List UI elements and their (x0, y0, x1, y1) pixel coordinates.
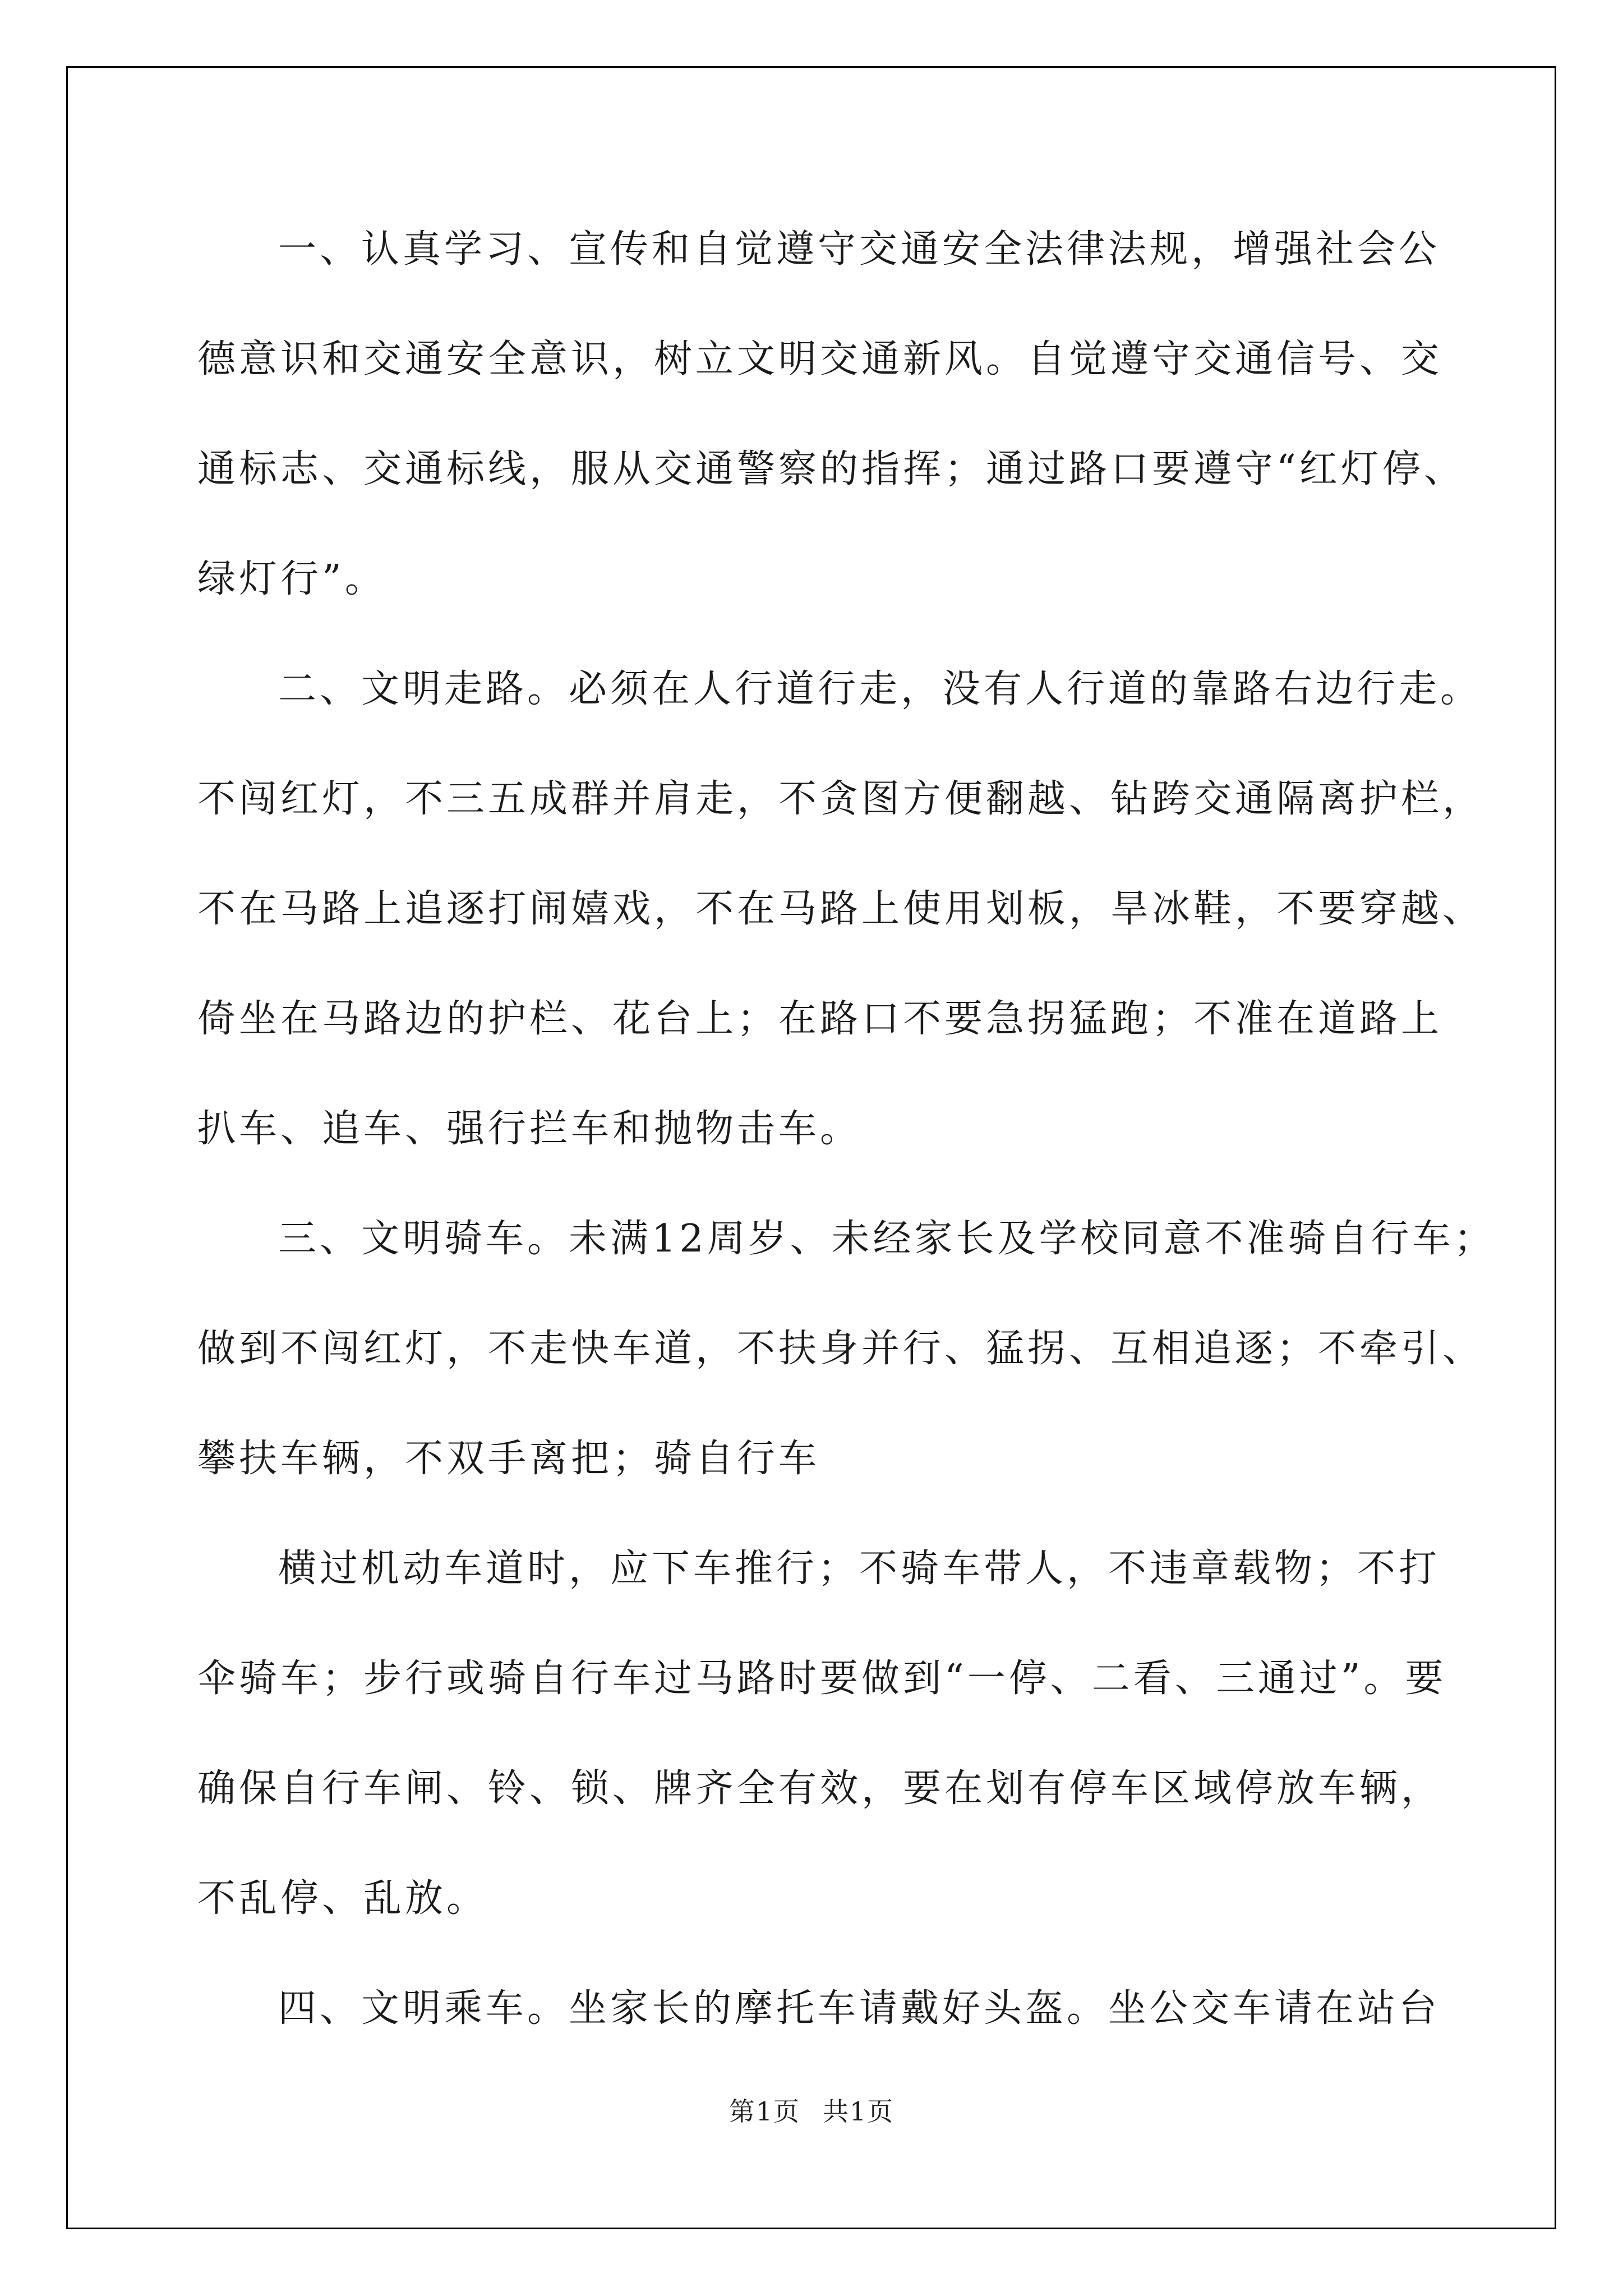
text-line: 三、文明骑车。未满12周岁、未经家长及学校同意不准骑自行车； (278, 1217, 1496, 1261)
text-line: 不闯红灯，不三五成群并肩走，不贪图方便翻越、钻跨交通隔离护栏， (197, 777, 1484, 821)
text-line: 攀扶车辆，不双手离把；骑自行车 (197, 1437, 820, 1481)
text-line: 倚坐在马路边的护栏、花台上；在路口不要急拐猛跑；不准在道路上 (197, 997, 1443, 1041)
text-line: 扒车、追车、强行拦车和抛物击车。 (197, 1107, 862, 1151)
page-total: 共1页 (823, 2096, 895, 2127)
text-line: 伞骑车；步行或骑自行车过马路时要做到“一停、二看、三通过”。要 (197, 1657, 1447, 1701)
text-line: 不在马路上追逐打闹嬉戏，不在马路上使用划板，旱冰鞋，不要穿越、 (197, 887, 1484, 931)
text-line: 二、文明走路。必须在人行道行走，没有人行道的靠路右边行走。 (278, 667, 1482, 711)
text-line: 确保自行车闸、铃、锁、牌齐全有效，要在划有停车区域停放车辆， (197, 1766, 1443, 1811)
page-number: 第1页 (728, 2096, 800, 2127)
text-line: 不乱停、乱放。 (197, 1876, 488, 1921)
text-line: 做到不闯红灯，不走快车道，不扶身并行、猛拐、互相追逐；不牵引、 (197, 1327, 1484, 1371)
text-line: 四、文明乘车。坐家长的摩托车请戴好头盔。坐公交车请在站台 (278, 1986, 1441, 2031)
page-footer (0, 2095, 1623, 2128)
text-line: 德意识和交通安全意识，树立文明交通新风。自觉遵守交通信号、交 (197, 337, 1443, 381)
text-line: 横过机动车道时，应下车推行；不骑车带人，不违章载物；不打 (278, 1547, 1441, 1591)
text-line: 绿灯行”。 (197, 557, 386, 601)
document-body (197, 208, 1496, 2077)
text-line: 一、认真学习、宣传和自觉遵守交通安全法律法规，增强社会公 (278, 227, 1441, 272)
text-line: 通标志、交通标线，服从交通警察的指挥；通过路口要遵守“红灯停、 (197, 447, 1465, 491)
